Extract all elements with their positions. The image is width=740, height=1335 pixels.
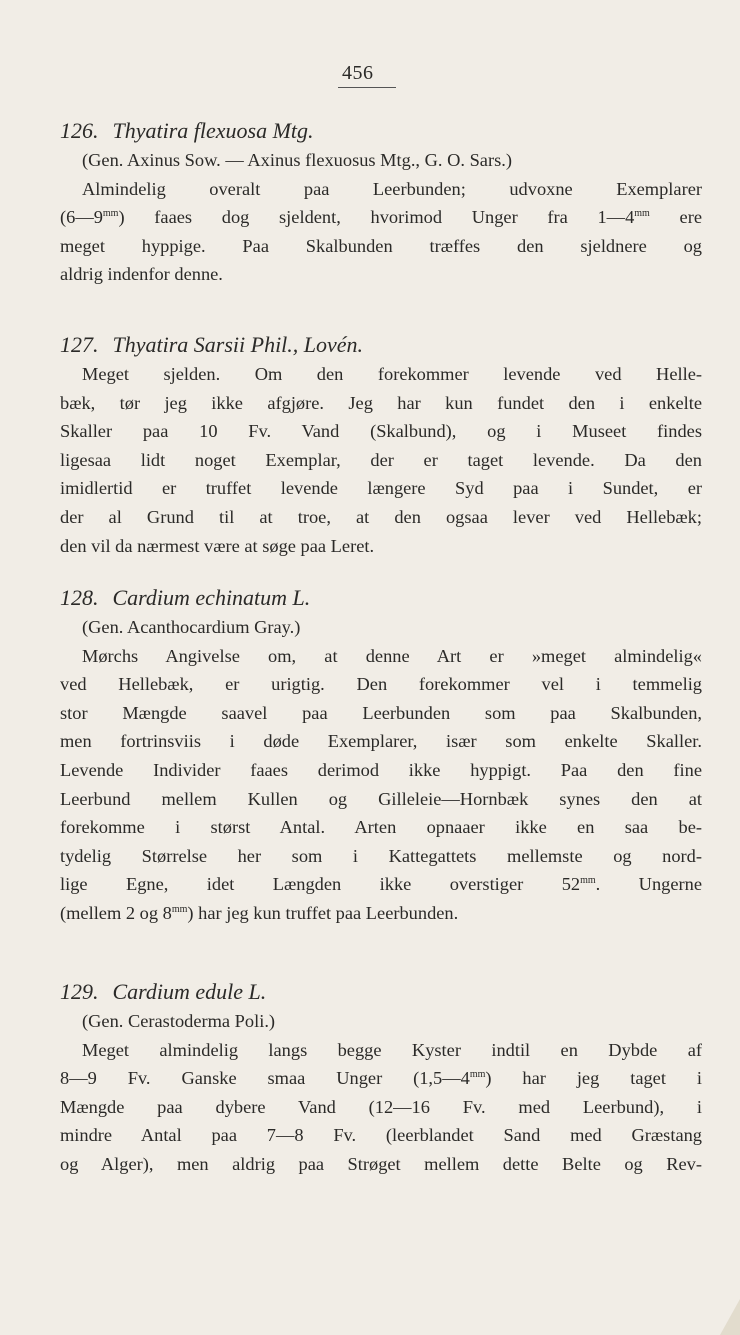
- synonym-line: (Gen. Axinus Sow. — Axinus flexuosus Mtg., G. O. Sars.): [82, 150, 512, 170]
- text-line: Almindelig overalt paa Leerbunden; udvoxne Exemplarer: [82, 178, 702, 199]
- text-line: den vil da nærmest være at søge paa Leret.: [60, 535, 375, 556]
- entry-129: [60, 977, 702, 1179]
- entry-heading: [60, 116, 702, 146]
- text-line: (mellem 2 og $8^{mm}$) har jeg kun truffet paa Leerbunden.: [60, 902, 459, 923]
- synonym-line: (Gen. Cerastoderma Poli.): [82, 1011, 276, 1031]
- text-line: forekomme i størst Antal. Arten opnaaer ikke en saa be-: [60, 817, 702, 838]
- text-line: ligesaa lidt noget Exemplar, der er taget levende. Da den: [60, 449, 702, 470]
- text-line: ved Hellebæk, er urigtig. Den forekommer vel i temmelig: [60, 674, 702, 695]
- species-title: Thyatira Sarsii Phil., Lovén.: [112, 332, 364, 357]
- species-title: Thyatira flexuosa Mtg.: [112, 118, 314, 143]
- text-line: 8—9 Fv. Ganske smaa Unger $(1,5—4^{mm})$ har jeg taget i: [60, 1068, 702, 1089]
- page-number: 456: [338, 62, 396, 88]
- text-line: og Alger), men aldrig paa Strøget mellem dette Belte og Rev-: [60, 1153, 702, 1174]
- text-line: Leerbund mellem Kullen og Gilleleie—Hornbæk synes den at: [60, 788, 702, 809]
- text-line: Mængde paa dybere Vand (12—16 Fv. med Leerbund), i: [60, 1096, 702, 1117]
- entry-number: 129.: [60, 979, 99, 1004]
- text-line: aldrig indenfor denne.: [60, 264, 223, 285]
- entry-126: [60, 116, 702, 289]
- text-line: imidlertid er truffet levende længere Syd paa i Sundet, er: [60, 478, 702, 499]
- entry-128: [60, 583, 702, 928]
- entry-127: [60, 330, 702, 560]
- text-line: $(6—9^{mm})$ faaes dog sjeldent, hvorimod Unger fra $1—4^{mm}$ ere: [60, 207, 702, 228]
- text-line: Skaller paa 10 Fv. Vand (Skalbund), og i Museet findes: [60, 421, 702, 442]
- text-line: lige Egne, idet Længden ikke overstiger $52^{mm}$. Ungerne: [60, 874, 702, 895]
- text-line: Levende Individer faaes derimod ikke hyppigt. Paa den fine: [60, 759, 702, 780]
- text-line: stor Mængde saavel paa Leerbunden som paa Skalbunden,: [60, 702, 702, 723]
- text-line: Meget sjelden. Om den forekommer levende ved Helle-: [82, 364, 702, 384]
- text-line: men fortrinsviis i døde Exemplarer, især som enkelte Skaller.: [60, 731, 702, 752]
- text-line: bæk, tør jeg ikke afgjøre. Jeg har kun fundet den i enkelte: [60, 392, 702, 413]
- text-line: Meget almindelig langs begge Kyster indtil en Dybde af: [82, 1039, 702, 1060]
- entry-heading: [60, 977, 702, 1007]
- species-title: Cardium echinatum L.: [112, 585, 311, 610]
- text-line: meget hyppige. Paa Skalbunden træffes den sjeldnere og: [60, 235, 702, 256]
- entry-heading: [60, 330, 702, 360]
- entry-number: 128.: [60, 585, 99, 610]
- entry-number: 127.: [60, 332, 99, 357]
- text-line: tydelig Størrelse her som i Kattegattets mellemste og nord-: [60, 845, 702, 866]
- entry-heading: [60, 583, 702, 613]
- page-corner-fold: [720, 1299, 740, 1335]
- text-line: der al Grund til at troe, at den ogsaa lever ved Hellebæk;: [60, 506, 702, 527]
- synonym-line: (Gen. Acanthocardium Gray.): [82, 617, 301, 637]
- text-line: Mørchs Angivelse om, at denne Art er »meget almindelig«: [82, 645, 702, 666]
- species-title: Cardium edule L.: [112, 979, 267, 1004]
- entry-number: 126.: [60, 118, 99, 143]
- text-line: mindre Antal paa 7—8 Fv. (leerblandet Sand med Græstang: [60, 1125, 702, 1146]
